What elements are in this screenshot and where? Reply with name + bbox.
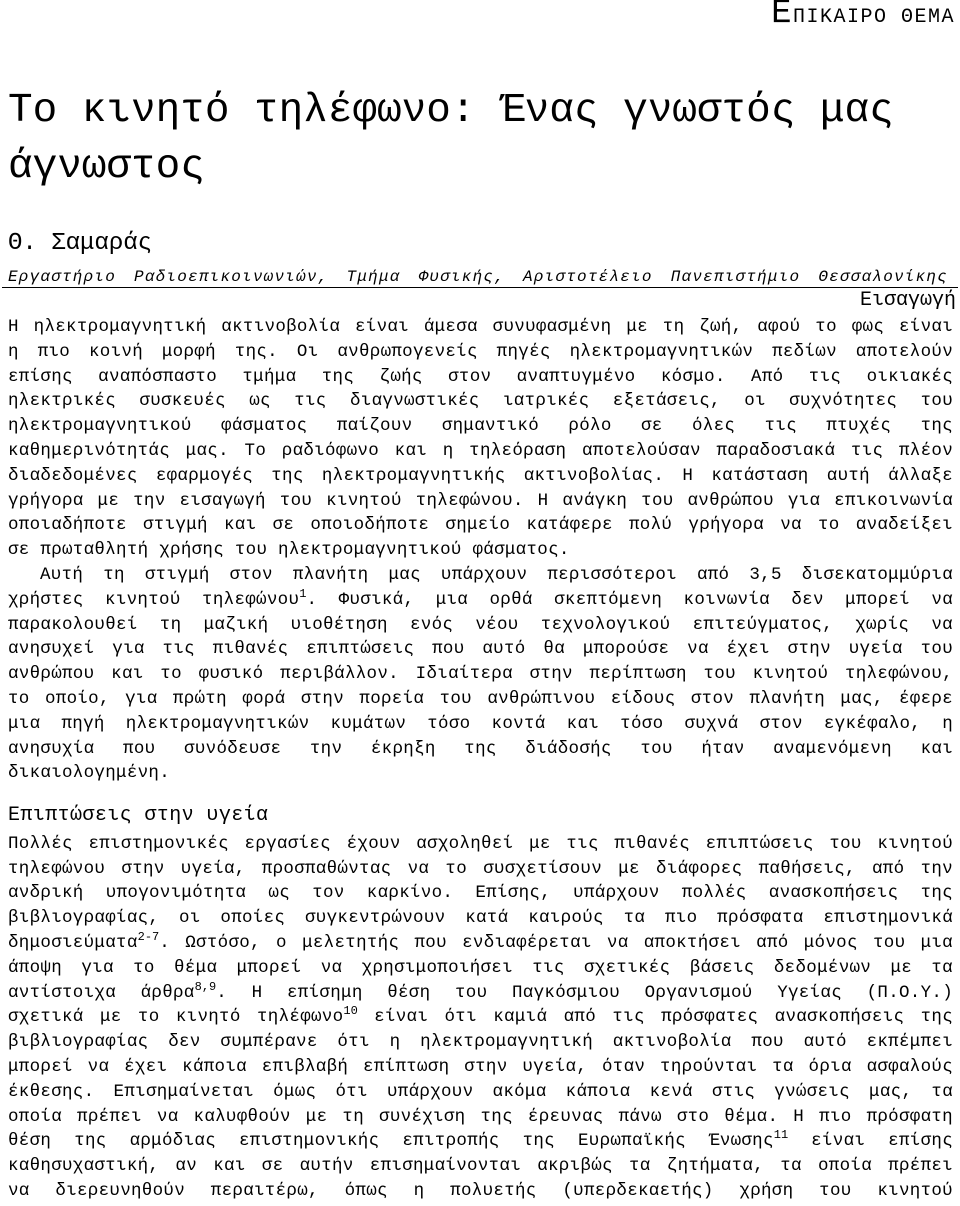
paragraph — [8, 315, 953, 563]
text-line: δικαιολογημένη. — [8, 763, 171, 784]
text-line: οποία πρέπει να καλυφθούν με τη συνέχιση της έρευνας πάνω στο θέμα. Η πιο πρόσφατη — [8, 1106, 953, 1127]
text-line: ανδρική υπογονιμότητα ως τον καρκίνο. Επίσης, υπάρχουν πολλές ανασκοπήσεις της — [8, 883, 953, 904]
footnote-ref: 11 — [773, 1129, 789, 1143]
text-run: θέση της αρμόδιας επιστημονικής επιτροπής της Ευρωπαϊκής Ένωσης — [8, 1131, 774, 1152]
text-line: γρήγορα με την εισαγωγή του κινητού τηλεφώνου. Η ανάγκη του ανθρώπου για επικοινωνία — [8, 490, 953, 511]
text-line: ανησυχεί για τις πιθανές επιπτώσεις που αυτό θα μπορούσε να έχει στην υγεία του — [8, 639, 953, 660]
footnote-ref: 1 — [299, 587, 307, 601]
footnote-ref: 10 — [343, 1005, 358, 1019]
text-run: είναι ότι καμιά από τις πρόσφατες ανασκοπήσεις της — [357, 1007, 953, 1028]
text-line: διαδεδομένες εφαρμογές της ηλεκτρομαγνητικής ακτινοβολίας. Η κατάσταση αυτή άλλαξε — [8, 465, 953, 486]
text-line: οποιαδήποτε στιγμή και σε οποιοδήποτε σημείο κατάφερε πολύ γρήγορα να το αναδείξει — [8, 515, 953, 536]
text-line — [8, 981, 953, 1006]
section-heading: Επιπτώσεις στην υγεία — [8, 803, 269, 827]
text-line: παρακολουθεί τη μαζική υιοθέτηση ενός νέου τεχνολογικού επιτεύγματος, χωρίς να — [8, 614, 953, 635]
text-line — [8, 588, 953, 613]
text-line: τηλεφώνου στην υγεία, προσπαθώντας να το συσχετίσουν με διάφορες παθήσεις, από την — [8, 858, 953, 879]
text-line: ηλεκτρομαγνητικού φάσματος παίζουν σημαντικό ρόλο σε όλες τις πτυχές της — [8, 416, 953, 437]
text-line: μια πηγή ηλεκτρομαγνητικών κυμάτων τόσο κοντά και τόσο συχνά στον εγκέφαλο, η — [8, 713, 953, 734]
text-line: καθημερινότητάς μας. Το ραδιόφωνο και η τηλεόραση αποτελούσαν παραδοσιακά τις πλέον — [8, 440, 953, 461]
text-run: . Ωστόσο, ο μελετητής που ενδιαφέρεται να αποκτήσει από μόνος του μια — [159, 933, 953, 954]
text-line: Η ηλεκτρομαγνητική ακτινοβολία είναι άμεσα συνυφασμένη με τη ζωή, αφού το φως είναι — [8, 317, 953, 337]
article-body — [8, 289, 956, 1204]
text-run: . Η επίσημη θέση του Παγκόσμιου Οργανισμού Υγείας (Π.Ο.Υ.) — [216, 982, 953, 1003]
text-line: σε πρωταθλητή χρήσης του ηλεκτρομαγνητικού φάσματος. — [8, 540, 570, 561]
text-line — [8, 1129, 953, 1154]
article-title: Το κινητό τηλέφωνο: Ένας γνωστός μας άγνωστος — [8, 88, 894, 190]
text-run: αντίστοιχα άρθρα — [8, 982, 195, 1003]
text-line: βιβλιογραφίας δεν συμπέρανε ότι η ηλεκτρομαγνητική ακτινοβολία που αυτό εκπέμπει — [8, 1032, 953, 1053]
author-name: Θ. Σαμαράς — [8, 230, 153, 257]
text-line: Πολλές επιστημονικές εργασίες έχουν ασχοληθεί με τις πιθανές επιπτώσεις του κινητού — [8, 833, 953, 854]
text-run: σχετικά με το κινητό τηλέφωνο — [8, 1007, 344, 1028]
text-line: το οποίο, για πρώτη φορά στην πορεία του ανθρώπινου είδους στον πλανήτη μας, έφερε — [8, 688, 953, 709]
text-line — [8, 1005, 953, 1030]
footnote-ref: 8,9 — [194, 980, 217, 994]
article-section — [8, 289, 956, 786]
section-label: ΕΠΙΚΑΙΡΟ ΘΕΜΑ — [771, 0, 955, 33]
text-line: καθησυχαστική, αν και σε αυτήν επισημαίνονται ακριβώς τα ζητήματα, τα οποία πρέπει — [8, 1156, 953, 1177]
footnote-ref: 2-7 — [137, 931, 160, 945]
section-heading: Εισαγωγή — [859, 289, 956, 312]
text-run: δημοσιεύματα — [8, 933, 138, 954]
article-section — [8, 803, 953, 1204]
affiliation: Εργαστήριο Ραδιοεπικοινωνιών, Τμήμα Φυσικής, Αριστοτέλειο Πανεπιστήμιο Θεσσαλονίκης — [8, 268, 948, 286]
text-line: επίσης αναπόσπαστο τμήμα της ζωής στον αναπτυγμένο κόσμο. Από τις οικιακές — [8, 366, 953, 387]
text-line: ηλεκτρικές συσκευές ως τις διαγνωστικές ιατρικές εξετάσεις, οι συχνότητες του — [8, 391, 953, 412]
text-line: έκθεσης. Επισημαίνεται όμως ότι υπάρχουν ακόμα κάποια κενά στις γνώσεις μας, τα — [8, 1081, 953, 1102]
text-line: βιβλιογραφίας, οι οποίες συγκεντρώνουν κατά καιρούς τα πιο πρόσφατα επιστημονικά — [8, 908, 953, 929]
text-line: μπορεί να έχει κάποια επιβλαβή επίπτωση στην υγεία, όταν τηρούνται τα όρια ασφαλούς — [8, 1057, 953, 1077]
text-run: . Φυσικά, μια ορθά σκεπτόμενη κοινωνία δεν μπορεί να — [306, 589, 953, 610]
text-line: Αυτή τη στιγμή στον πλανήτη μας υπάρχουν περισσότεροι από 3,5 δισεκατομμύρια — [40, 564, 953, 585]
text-line — [8, 931, 953, 956]
text-line: η πιο κοινή μορφή της. Οι ανθρωπογενείς πηγές ηλεκτρομαγνητικών πεδίων αποτελούν — [8, 341, 953, 362]
text-run: είναι επίσης — [788, 1131, 953, 1152]
text-run: χρήστες κινητού τηλεφώνου — [8, 589, 300, 610]
text-line: ανθρώπου και το φυσικό περιβάλλον. Ιδιαίτερα στην περίπτωση του κινητού τηλεφώνου, — [8, 664, 953, 685]
paragraph — [8, 563, 953, 786]
text-line: άποψη για το θέμα μπορεί να χρησιμοποιήσει τις σχετικές βάσεις δεδομένων με τα — [8, 957, 953, 978]
paragraph — [8, 832, 953, 1204]
text-line: ανησυχία που συνόδευσε την έκρηξη της διάδοσής του ήταν αναμενόμενη και — [8, 738, 953, 759]
text-line: να διερευνηθούν περαιτέρω, όπως η πολυετής (υπερδεκαετής) χρήση του κινητού — [8, 1180, 953, 1201]
affiliation-rule — [2, 267, 958, 288]
